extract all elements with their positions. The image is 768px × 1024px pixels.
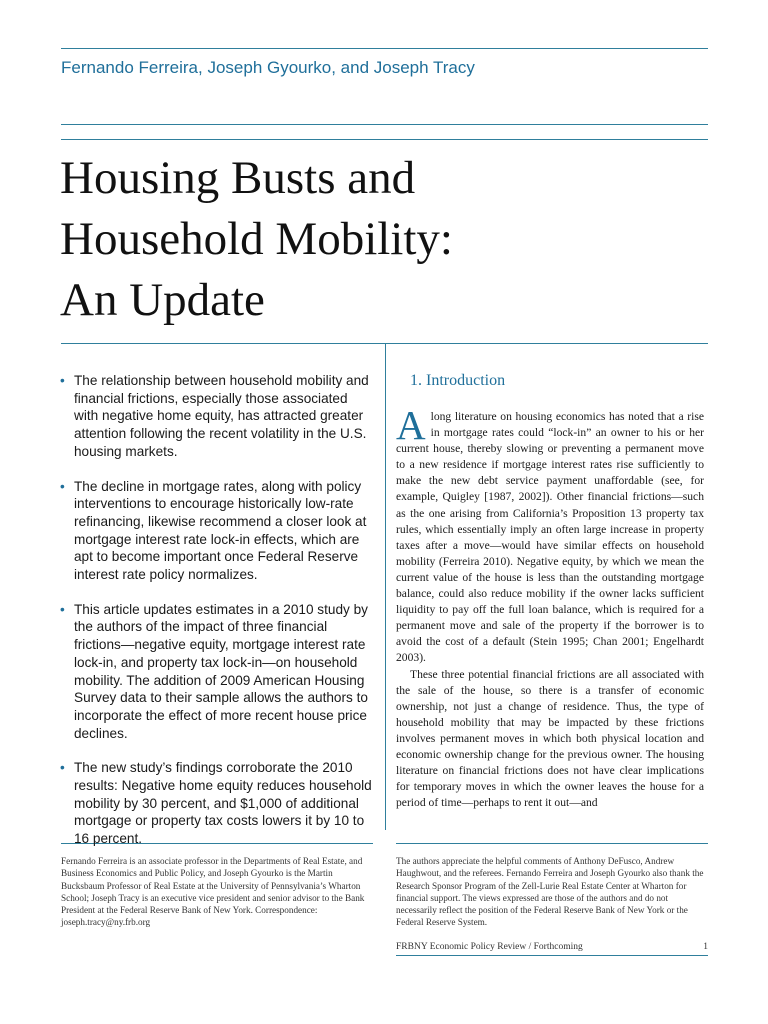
page-footer [396, 942, 708, 956]
drop-cap: A [396, 402, 426, 448]
section-heading: 1. Introduction [410, 372, 506, 389]
title-line-3: An Update [60, 274, 265, 326]
summary-bullet: • The new study’s findings corroborate the 2010 results: Negative home equity reduces household mobility by 30 percent, and $1,000 of additional mortgage or property tax costs lowers it by 10 to 16 percent. [60, 759, 375, 848]
summary-bullet-list [60, 372, 375, 865]
column-divider [385, 343, 386, 830]
top-rule [61, 48, 708, 49]
journal-name: FRBNY Economic Policy Review / Forthcoming [396, 942, 583, 952]
title-top-rule [61, 139, 708, 140]
summary-bullet: • The decline in mortgage rates, along with policy interventions to encourage historically low-rate refinancing, likewise recommend a closer look at mortgage interest rate lock-in effects, which are apt to become important once Federal Reserve interest rate policy normalizes. [60, 478, 375, 584]
article-authors: Fernando Ferreira, Joseph Gyourko, and Joseph Tracy [61, 58, 475, 77]
title-line-1: Housing Busts and [60, 152, 416, 204]
author-affiliations-note: Fernando Ferreira is an associate professor in the Departments of Real Estate, and Business Economics and Public Policy, and Joseph Gyourko is the Martin Bucksbaum Professor of Real Estate at the University of Pennsylvania’s Wharton School; Joseph Tracy is an executive vice president and senior advisor to the Bank President at the Federal Reserve Bank of New York. Correspondence: joseph.tracy@ny.frb.org [61, 856, 365, 928]
summary-bullet: • The relationship between household mobility and financial frictions, especially those associated with negative home equity, has attracted greater attention following the recent volatility in the U.S. housing markets. [60, 372, 375, 461]
intro-paragraph-1 [396, 402, 704, 667]
article-title [60, 148, 720, 331]
authors-bottom-rule [61, 124, 708, 125]
summary-bullet: • This article updates estimates in a 2010 study by the authors of the impact of three financial frictions—negative equity, mortgage interest rate lock-in, and property tax lock-in—on household mobility. The addition of 2009 American Housing Survey data to their sample allows the authors to incorporate the effect of more recent house price declines. [60, 601, 375, 743]
page-number: 1 [703, 942, 708, 952]
title-line-2: Household Mobility: [60, 213, 453, 265]
columns-top-rule-right [385, 343, 708, 344]
intro-body [396, 402, 704, 811]
columns-top-rule-left [61, 343, 385, 344]
acknowledgments-note: The authors appreciate the helpful comments of Anthony DeFusco, Andrew Haughwout, and the referees. Fernando Ferreira and Joseph Gyourko also thank the Research Sponsor Program of the Zell-Lurie Real Estate Center at Wharton for financial support. The views expressed are those of the authors and do not necessarily reflect the position of the Federal Reserve Bank of New York or the Federal Reserve System. [396, 856, 704, 928]
intro-paragraph-2: These three potential financial frictions are all associated with the sale of the house, so there is a transfer of economic ownership, not just a change of residence. Thus, the type of household mobility that may be impacted by these frictions involves permanent moves in which both physical location and economic ownership change for the previous owner. The housing literature on financial frictions does not have clear implications for temporary moves in which the owner leaves the house for a period of time—perhaps to rent it out—and [396, 667, 704, 810]
footnote-rule-right [396, 843, 708, 844]
intro-paragraph-1-text: long literature on housing economics has noted that a rise in mortgage rates could “lock-in” an owner to his or her current house, thereby slowing or preventing a permanent move to a new residence if mortgage interest rates rise sufficiently to make the new debt service payment unaffordable (see, for example, Quigley [1987, 2002]). Other financial frictions—such as the one arising from California’s Proposition 13 property tax rules, which essentially imply an often large increase in property taxes after a move—would have similar effects on household mobility (Ferreira 2010). Negative equity, by which we mean the current value of the house is less than the outstanding mortgage balance, could also reduce mobility if the owner lacks sufficient liquidity to pay off the full loan balance, which is required for a permanent move and sale of the property if the borrower is to avoid the cost of a default (Stein 1995; Chan 2001; Engelhardt 2003). [396, 410, 704, 665]
